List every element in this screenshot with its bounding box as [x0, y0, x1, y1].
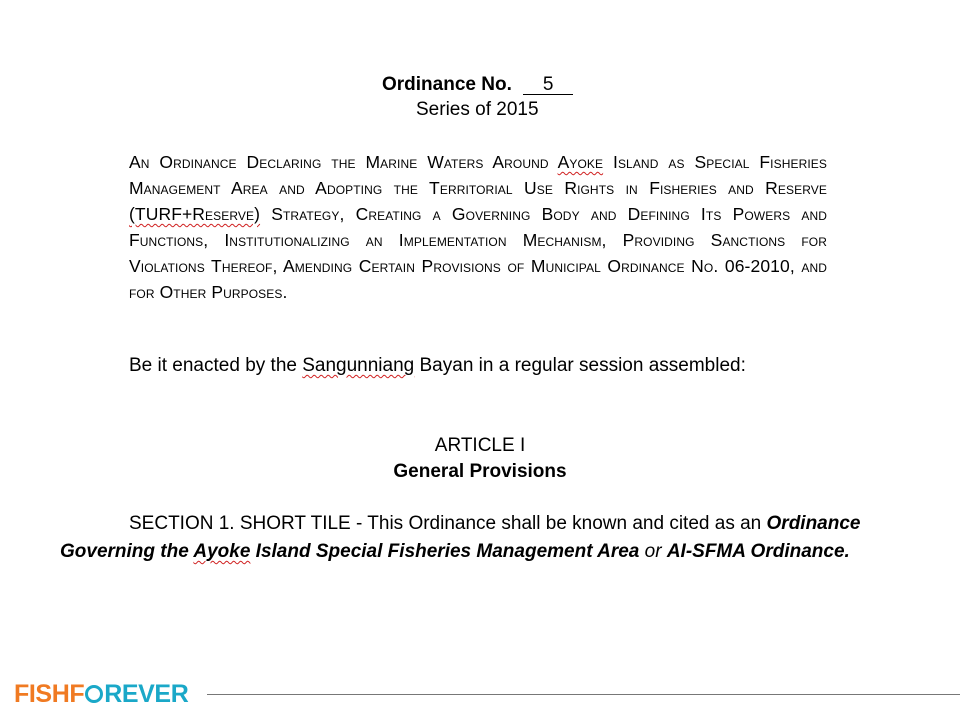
section-short-title: AI-SFMA Ordinance.: [666, 541, 850, 562]
enactment-part: Be it enacted by the: [129, 355, 303, 376]
enactment-clause: [129, 355, 746, 377]
title-spellcheck-word: (TURF+Reserve): [129, 204, 261, 224]
ordinance-label: Ordinance No.: [382, 74, 512, 95]
ordinance-number-line: [382, 74, 573, 96]
section-title-italic: Island Special Fisheries Management Area: [250, 541, 640, 562]
section-title-italic: Ordinance Governing the: [60, 513, 861, 562]
fishforever-logo: [14, 680, 188, 708]
logo-part-rever: REVER: [104, 680, 189, 708]
logo-part-fish: FISHF: [14, 680, 85, 708]
section-1-paragraph: [60, 510, 900, 566]
footer-divider: [207, 694, 960, 695]
section-text-italic: or: [639, 541, 667, 562]
section-text: This Ordinance shall be known and cited as an: [362, 513, 767, 534]
title-part: Island as Special Fisheries Management Area and Adopting the Territorial Use Rights in Fisheries and Reserve: [129, 152, 827, 198]
section-spellcheck-word: Ayoke: [193, 541, 251, 562]
section-heading: SECTION 1. SHORT TILE -: [129, 513, 363, 534]
article-heading-block: [0, 433, 960, 485]
enactment-part: Bayan in a regular session assembled:: [414, 355, 746, 376]
logo-o-ring-icon: [85, 685, 103, 703]
ordinance-title: [129, 149, 827, 305]
article-subheading: General Provisions: [393, 461, 567, 482]
article-heading: ARTICLE I: [434, 435, 526, 456]
enactment-spellcheck-word: Sangunniang: [302, 355, 415, 376]
title-spellcheck-word: Ayoke: [557, 152, 604, 172]
ordinance-number: 5: [523, 75, 573, 95]
title-part: Strategy, Creating a Governing Body and Defining Its Powers and Functions, Institutionalizing an Implementation Mechanism, Providing Sanctions for Violations Thereof, Amending Certain Provisions of Municipal Ordinance No. 06-2010, and for Other Purposes.: [129, 204, 827, 302]
ordinance-series: Series of 2015: [416, 99, 539, 120]
title-part: An Ordinance Declaring the Marine Waters Around: [129, 152, 558, 172]
